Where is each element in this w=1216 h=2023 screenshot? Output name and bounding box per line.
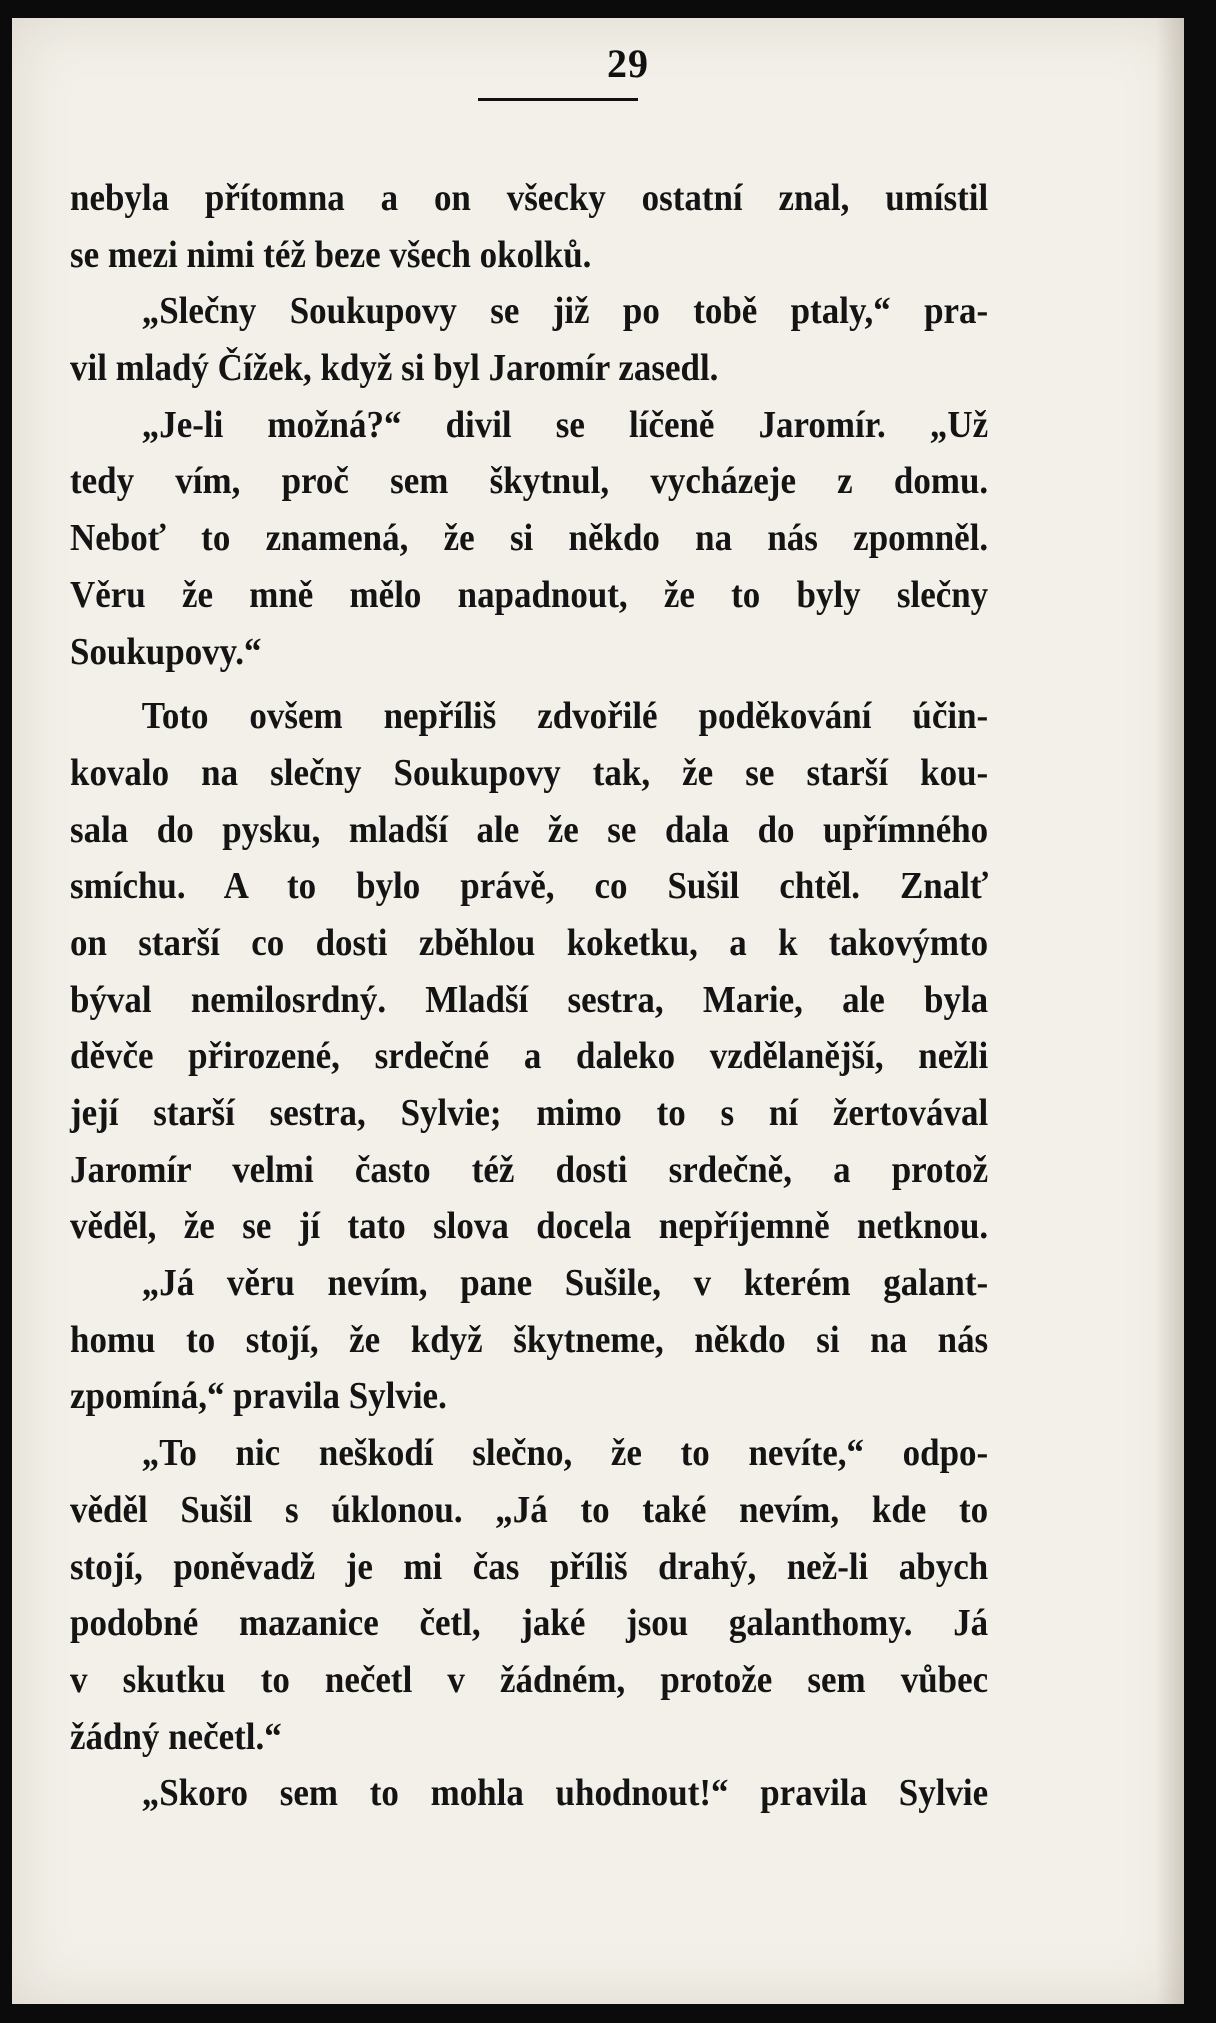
page-number: 29 [607, 41, 649, 86]
paragraph [70, 170, 988, 283]
paragraph [70, 1425, 988, 1765]
text-line: věděl Sušil s úklonou. „Já to také nevím, kde to [70, 1488, 989, 1531]
text-line: „To nic neškodí slečno, že to nevíte,“ odpo- [141, 1432, 989, 1475]
paragraph [70, 283, 988, 396]
text-line: Soukupovy.“ [70, 630, 262, 673]
text-line: „Skoro sem to mohla uhodnout!“ pravila Sylvie [141, 1772, 989, 1815]
page-header [12, 40, 1184, 87]
text-line: Neboť to znamená, že si někdo na nás zpomněl. [70, 517, 989, 560]
text-line: sala do pysku, mladší ale že se dala do upřímného [70, 808, 989, 851]
text-line: Věru že mně mělo napadnout, že to byly slečny [70, 573, 989, 616]
text-line: žádný nečetl.“ [70, 1715, 282, 1758]
text-line: podobné mazanice četl, jaké jsou galanthomy. Já [70, 1602, 989, 1645]
text-line: „Slečny Soukupovy se již po tobě ptaly,“ pra- [141, 290, 989, 333]
text-line: děvče přirozené, srdečné a daleko vzdělanější, nežli [70, 1035, 989, 1078]
text-line: tedy vím, proč sem škytnul, vycházeje z domu. [70, 460, 989, 503]
text-line: se mezi nimi též beze všech okolků. [70, 233, 592, 276]
body-text [70, 170, 988, 1822]
text-line: „Je-li možná?“ divil se líčeně Jaromír. „Už [141, 403, 989, 446]
text-line: v skutku to nečetl v žádném, protože sem vůbec [70, 1658, 989, 1701]
text-line: Toto ovšem nepříliš zdvořilé poděkování účin- [141, 695, 989, 738]
paragraph [70, 1765, 988, 1822]
book-page [12, 18, 1184, 2004]
text-line: nebyla přítomna a on všecky ostatní znal, umístil [70, 177, 989, 219]
text-line: on starší co dosti zběhlou koketku, a k takovýmto [70, 921, 989, 964]
text-line: stojí, poněvadž je mi čas příliš drahý, než-li abych [70, 1545, 989, 1588]
text-line: býval nemilosrdný. Mladší sestra, Marie, ale byla [70, 978, 989, 1021]
paragraph [70, 1255, 988, 1425]
paragraph [70, 688, 988, 1255]
header-rule [478, 98, 638, 101]
text-line: kovalo na slečny Soukupovy tak, že se starší kou- [70, 751, 989, 794]
text-line: homu to stojí, že když škytneme, někdo si na nás [70, 1318, 989, 1361]
text-line: její starší sestra, Sylvie; mimo to s ní žertovával [70, 1092, 989, 1134]
text-line: Jaromír velmi často též dosti srdečně, a protož [70, 1148, 989, 1191]
text-line: zpomíná,“ pravila Sylvie. [70, 1375, 447, 1418]
text-line: vil mladý Čížek, když si byl Jaromír zasedl. [70, 347, 719, 390]
text-line: věděl, že se jí tato slova docela nepříjemně netknou. [70, 1205, 989, 1248]
paragraph [70, 397, 988, 680]
text-line: „Já věru nevím, pane Sušile, v kterém galant- [141, 1262, 989, 1305]
text-line: smíchu. A to bylo právě, co Sušil chtěl. Znalť [70, 865, 989, 908]
